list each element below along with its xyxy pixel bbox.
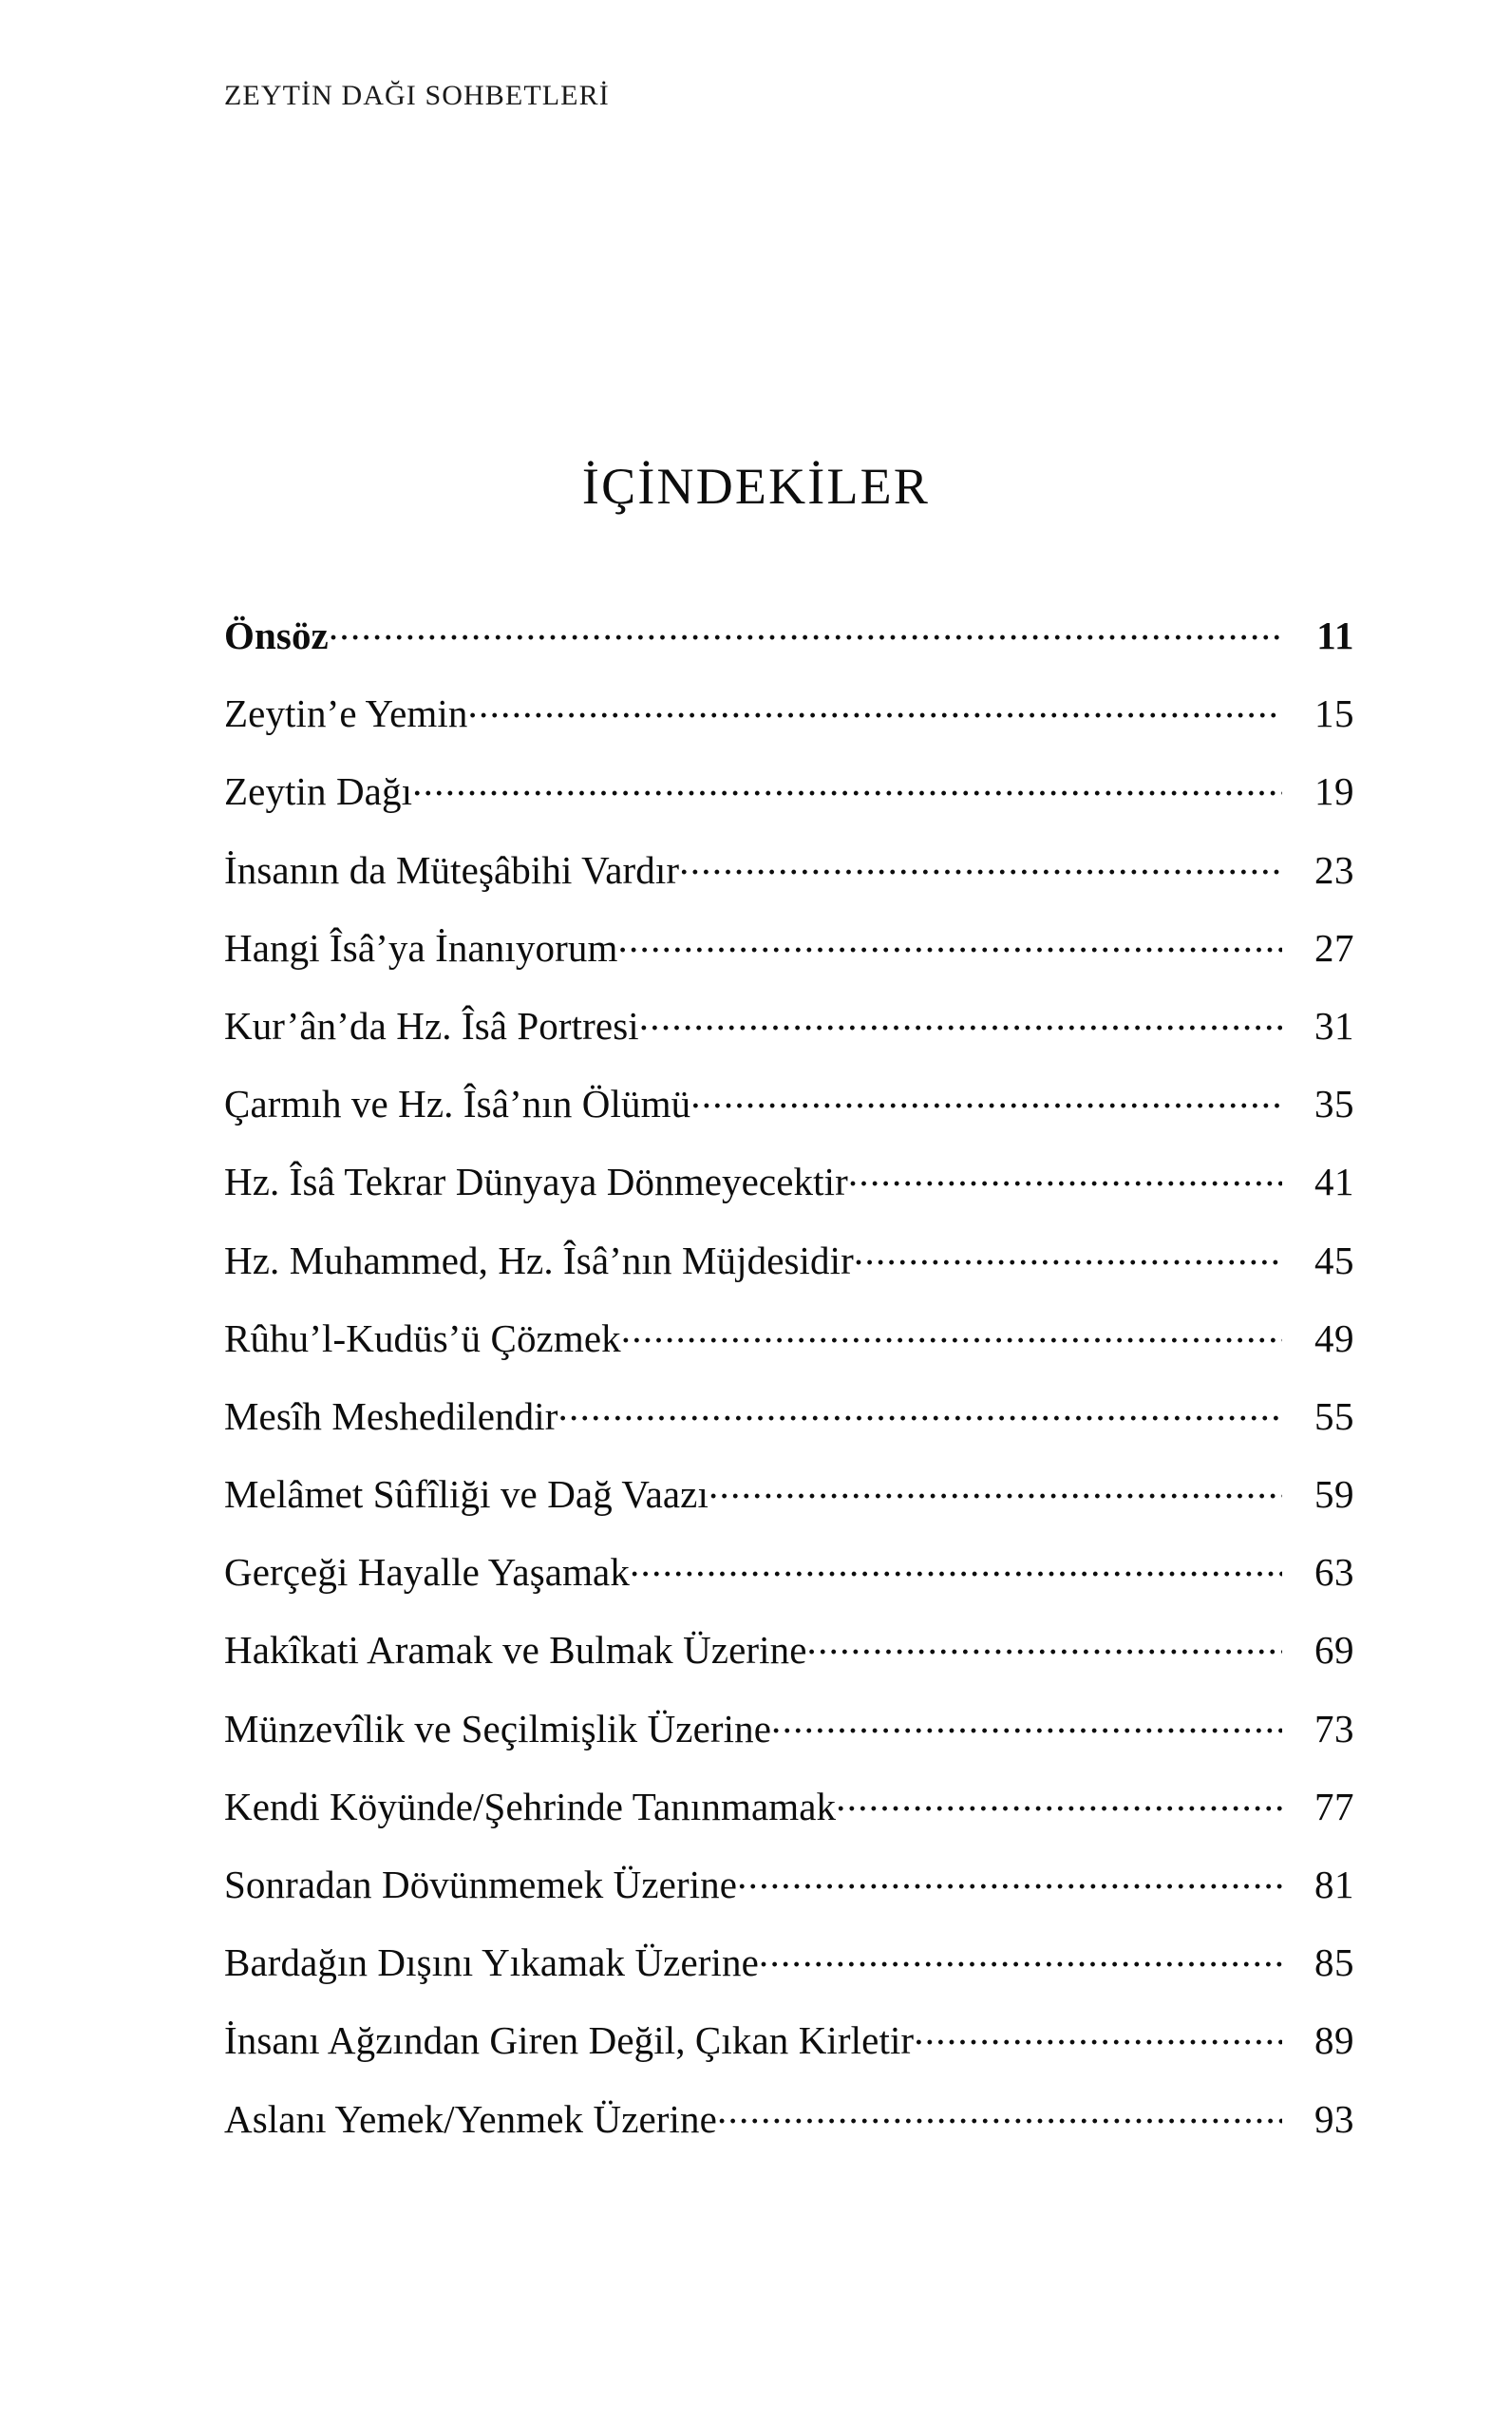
- toc-dot-leader: [771, 1703, 1282, 1742]
- toc-entry-page-number: 41: [1314, 1160, 1354, 1204]
- toc-dot-leader: [848, 1156, 1282, 1195]
- toc-entry-label: İnsanı Ağzından Giren Değil, Çıkan Kirletir: [224, 2018, 915, 2063]
- toc-entry-page-number: 19: [1314, 769, 1354, 814]
- toc-entry[interactable]: [224, 1078, 1354, 1156]
- toc-dot-leader: [468, 688, 1283, 727]
- toc-entry-label: Kendi Köyünde/Şehrinde Tanınmamak: [224, 1784, 837, 1828]
- toc-entry-label: İnsanın da Müteşâbihi Vardır: [224, 847, 680, 892]
- toc-entry[interactable]: [224, 1235, 1354, 1313]
- toc-dot-leader: [690, 1078, 1282, 1117]
- running-header: ZEYTİN DAĞI SOHBETLERİ: [224, 80, 610, 111]
- toc-dot-leader: [854, 1235, 1282, 1274]
- toc-dot-leader: [737, 1859, 1282, 1898]
- toc-dot-leader: [836, 1781, 1282, 1820]
- toc-entry-label: Zeytin Dağı: [224, 769, 413, 814]
- toc-dot-leader: [914, 2015, 1282, 2053]
- toc-entry-label: Gerçeği Hayalle Yaşamak: [224, 1550, 630, 1595]
- toc-entry-label: Aslanı Yemek/Yenmek Üzerine: [224, 2096, 717, 2141]
- toc-dot-leader: [329, 610, 1282, 649]
- toc-entry-label: Hz. Îsâ Tekrar Dünyaya Dönmeyecektir: [224, 1160, 848, 1204]
- toc-entry-label: Sonradan Dövünmemek Üzerine: [224, 1863, 738, 1906]
- toc-entry[interactable]: [224, 610, 1354, 688]
- toc-entry[interactable]: [224, 688, 1354, 766]
- toc-entry[interactable]: [224, 1468, 1354, 1546]
- toc-entry[interactable]: [224, 1703, 1354, 1781]
- toc-entry[interactable]: [224, 2093, 1354, 2171]
- toc-dot-leader: [621, 1313, 1282, 1352]
- toc-dot-leader: [717, 2093, 1282, 2132]
- toc-dot-leader: [807, 1624, 1282, 1663]
- toc-entry-page-number: 73: [1314, 1706, 1354, 1750]
- toc-entry[interactable]: [224, 922, 1354, 1000]
- toc-entry[interactable]: [224, 1391, 1354, 1468]
- toc-entry-page-number: 93: [1314, 2096, 1354, 2141]
- toc-entry-page-number: 77: [1314, 1784, 1354, 1828]
- toc-entry[interactable]: [224, 1546, 1354, 1624]
- toc-entry[interactable]: [224, 1624, 1354, 1702]
- toc-entry-page-number: 89: [1314, 2018, 1354, 2063]
- toc-entry-label: Hz. Muhammed, Hz. Îsâ’nın Müjdesidir: [224, 1238, 854, 1282]
- toc-entry-page-number: 85: [1314, 1940, 1354, 1985]
- toc-entry-label: Hakîkati Aramak ve Bulmak Üzerine: [224, 1628, 807, 1673]
- toc-entry-page-number: 45: [1314, 1238, 1354, 1282]
- toc-entry-label: Çarmıh ve Hz. Îsâ’nın Ölümü: [224, 1082, 691, 1126]
- page-title: İÇİNDEKİLER: [581, 458, 931, 515]
- toc-entry-label: Melâmet Sûfîliği ve Dağ Vaazı: [224, 1472, 709, 1517]
- toc-entry-label: Hangi Îsâ’ya İnanıyorum: [224, 925, 618, 970]
- toc-dot-leader: [558, 1391, 1282, 1429]
- toc-entry[interactable]: [224, 1859, 1354, 1937]
- toc-entry-label: Münzevîlik ve Seçilmişlik Üzerine: [224, 1706, 772, 1750]
- toc-entry-label: Rûhu’l-Kudüs’ü Çözmek: [224, 1315, 621, 1360]
- toc-entry[interactable]: [224, 1156, 1354, 1234]
- toc-entry[interactable]: [224, 844, 1354, 922]
- toc-entry-page-number: 69: [1314, 1628, 1354, 1673]
- toc-entry-page-number: 15: [1314, 691, 1354, 736]
- toc-entry[interactable]: [224, 766, 1354, 843]
- toc-dot-leader: [759, 1937, 1282, 1976]
- toc-dot-leader: [709, 1468, 1282, 1507]
- toc-entry-page-number: 55: [1314, 1393, 1354, 1438]
- toc-dot-leader: [412, 766, 1282, 804]
- toc-entry-label: Kur’ân’da Hz. Îsâ Portresi: [224, 1003, 639, 1048]
- toc-entry-label: Bardağın Dışını Yıkamak Üzerine: [224, 1940, 759, 1985]
- toc-entry-page-number: 35: [1314, 1082, 1354, 1126]
- toc-entry-label: Mesîh Meshedilendir: [224, 1393, 558, 1438]
- toc-entry-page-number: 31: [1314, 1003, 1354, 1048]
- toc-entry-label: Zeytin’e Yemin: [224, 691, 468, 736]
- toc-dot-leader: [617, 922, 1282, 961]
- toc-dot-leader: [639, 1000, 1282, 1039]
- toc-entry[interactable]: [224, 1781, 1354, 1859]
- toc-entry[interactable]: [224, 1313, 1354, 1391]
- table-of-contents: [224, 610, 1354, 2171]
- toc-dot-leader: [679, 844, 1282, 883]
- toc-entry[interactable]: [224, 2015, 1354, 2092]
- toc-entry-page-number: 49: [1314, 1315, 1354, 1360]
- toc-entry[interactable]: [224, 1000, 1354, 1078]
- toc-entry-page-number: 81: [1314, 1863, 1354, 1906]
- toc-entry-page-number: 59: [1314, 1472, 1354, 1517]
- toc-entry-page-number: 63: [1314, 1550, 1354, 1595]
- toc-entry-page-number: 27: [1314, 925, 1354, 970]
- toc-entry-label: Önsöz: [224, 614, 329, 657]
- toc-entry[interactable]: [224, 1937, 1354, 2015]
- toc-entry-page-number: 23: [1314, 847, 1354, 892]
- toc-entry-page-number: 11: [1316, 614, 1354, 657]
- toc-dot-leader: [630, 1546, 1282, 1585]
